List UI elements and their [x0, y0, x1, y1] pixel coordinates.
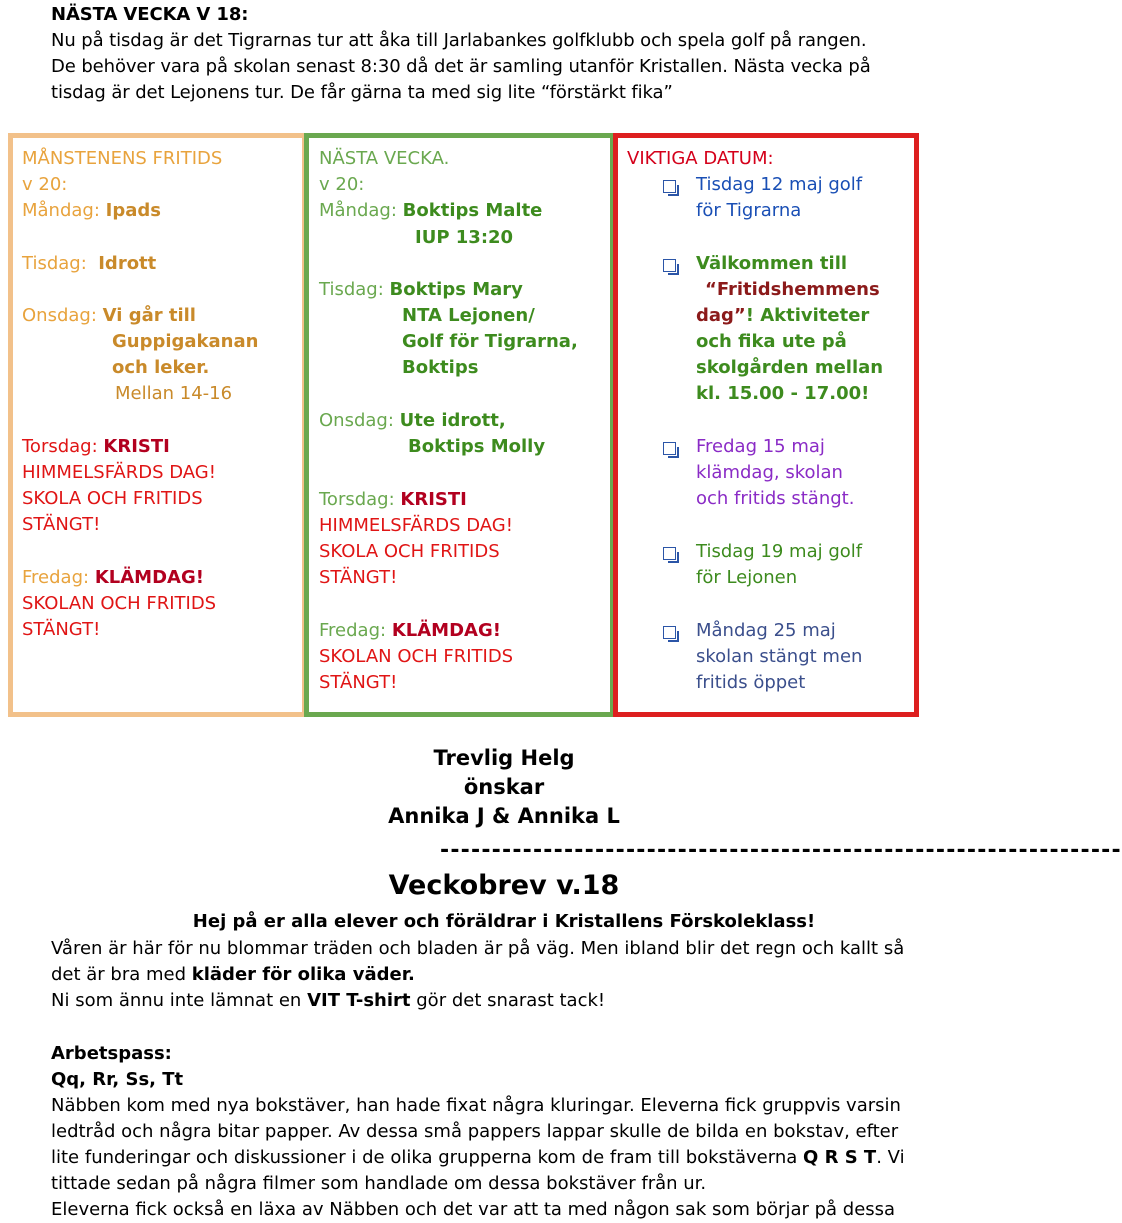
col1-tue-label: Tisdag: [22, 253, 87, 274]
col2-wed-value-2: Boktips Molly [408, 436, 546, 457]
letter-p3-line3c: . Vi [876, 1147, 905, 1168]
col2-fri-value-2: SKOLAN OCH FRITIDS [319, 646, 514, 667]
col1-thu-value-3: SKOLA OCH FRITIDS [22, 488, 203, 509]
col3-item2-line3a: dag” [696, 305, 746, 326]
col3-item2-line2: “Fritidshemmens [705, 279, 880, 300]
letter-p1-line2a: det är bra med [51, 964, 192, 985]
col3-item5-line3: fritids öppet [696, 672, 806, 693]
col3-item2-line3 [696, 303, 869, 329]
col3-item4-line1: Tisdag 19 maj golf [696, 541, 863, 562]
col1-thu-value-1: KRISTI [103, 436, 170, 457]
intro-line-1: Nu på tisdag är det Tigrarnas tur att åka till Jarlabankes golfklubb och spela golf på rangen. [51, 30, 867, 51]
letter-p3-line3 [51, 1145, 905, 1171]
greeting-line-3: Annika J & Annika L [388, 804, 620, 828]
checkbox-icon [663, 259, 676, 272]
col3-item5-line2: skolan stängt men [696, 646, 863, 667]
intro-heading: NÄSTA VECKA V 18: [51, 4, 249, 25]
col2-tue-value-1: Boktips Mary [389, 279, 523, 300]
col1-mon-label: Måndag: [22, 200, 100, 221]
col1-mon-value: Ipads [105, 200, 161, 221]
col1-week: v 20: [22, 174, 68, 195]
intro-line-3: tisdag är det Lejonens tur. De får gärna ta med sig lite “förstärkt fika” [51, 82, 673, 103]
letter-title: Veckobrev v.18 [388, 870, 620, 901]
col1-wednesday [22, 303, 196, 329]
col2-thu-value-4: STÄNGT! [319, 567, 398, 588]
col1-fri-value-1: KLÄMDAG! [94, 567, 204, 588]
greeting-line-1: Trevlig Helg [433, 746, 575, 770]
col2-tue-value-4: Boktips [402, 357, 479, 378]
col2-fri-value-1: KLÄMDAG! [391, 620, 501, 641]
col3-item2-line4: och fika ute på [696, 331, 847, 352]
letter-p2b: VIT T-shirt [307, 990, 411, 1011]
col1-wed-value-3: och leker. [112, 357, 210, 378]
letter-subtitle: Hej på er alla elever och föräldrar i Kristallens Förskoleklass! [192, 911, 816, 932]
col3-item4-line2: för Lejonen [696, 567, 798, 588]
col2-wednesday [319, 408, 506, 434]
letter-p3-line3a: lite funderingar och diskussioner i de olika grupperna kom de fram till bokstäverna [51, 1147, 803, 1168]
letter-p1-line2 [51, 962, 415, 988]
col3-item3-line1: Fredag 15 maj [696, 436, 825, 457]
checkbox-icon [663, 626, 676, 639]
col3-item1-line2: för Tigrarna [696, 200, 802, 221]
col2-tue-value-3: Golf för Tigrarna, [402, 331, 578, 352]
letter-p1-line2b: kläder för olika väder. [191, 964, 415, 985]
letter-p2a: Ni som ännu inte lämnat en [51, 990, 308, 1011]
col3-item2-line3b: ! Aktiviteter [745, 305, 870, 326]
col1-title: MÅNSTENENS FRITIDS [22, 148, 223, 169]
col1-wed-value-1: Vi går till [102, 305, 196, 326]
letter-p2 [51, 988, 605, 1014]
col1-wed-label: Onsdag: [22, 305, 97, 326]
checkbox-icon [663, 180, 676, 193]
col1-thursday [22, 434, 170, 460]
col1-wed-value-4: Mellan 14-16 [115, 383, 233, 404]
letter-p3-line1: Näbben kom med nya bokstäver, han hade fixat några kluringar. Eleverna fick gruppvis varsin [51, 1095, 901, 1116]
letter-p2c: gör det snarast tack! [410, 990, 606, 1011]
col3-item2-line6: kl. 15.00 - 17.00! [696, 383, 870, 404]
col2-tue-label: Tisdag: [319, 279, 384, 300]
col2-thu-value-3: SKOLA OCH FRITIDS [319, 541, 500, 562]
col2-fri-value-3: STÄNGT! [319, 672, 398, 693]
col1-fri-value-2: SKOLAN OCH FRITIDS [22, 593, 217, 614]
col1-friday [22, 565, 204, 591]
col3-item3-line2: klämdag, skolan [696, 462, 843, 483]
greeting-line-2: önskar [463, 775, 545, 799]
col2-fri-label: Fredag: [319, 620, 387, 641]
col3-item1-line1: Tisdag 12 maj golf [696, 174, 863, 195]
col2-mon-label: Måndag: [319, 200, 397, 221]
col3-title: VIKTIGA DATUM: [627, 148, 774, 169]
col2-tue-value-2: NTA Lejonen/ [402, 305, 535, 326]
col2-monday [319, 198, 542, 224]
col2-friday [319, 618, 501, 644]
checkbox-icon [663, 547, 676, 560]
col2-tuesday [319, 277, 523, 303]
work-letters: Qq, Rr, Ss, Tt [51, 1069, 184, 1090]
col3-item3-line3: och fritids stängt. [696, 488, 855, 509]
col2-mon-value-1: Boktips Malte [402, 200, 543, 221]
col2-week: v 20: [319, 174, 365, 195]
col1-fri-label: Fredag: [22, 567, 90, 588]
col2-mon-value-2: IUP 13:20 [415, 227, 514, 248]
col2-title: NÄSTA VECKA. [319, 148, 450, 169]
col3-item5-line1: Måndag 25 maj [696, 620, 836, 641]
checkbox-icon [663, 442, 676, 455]
separator-line: ------------------------------------------------------------------ [440, 838, 1122, 863]
letter-p1-line1: Våren är här för nu blommar träden och bladen är på väg. Men ibland blir det regn och kallt så [51, 938, 905, 959]
col3-item2-line5: skolgården mellan [696, 357, 884, 378]
col1-monday [22, 198, 161, 224]
col1-tuesday [22, 251, 156, 277]
col1-thu-value-4: STÄNGT! [22, 514, 101, 535]
col1-tue-value: Idrott [98, 253, 157, 274]
col1-thu-label: Torsdag: [22, 436, 98, 457]
col2-wed-label: Onsdag: [319, 410, 394, 431]
letter-p3-line3b: Q R S T [803, 1147, 877, 1168]
col2-thu-label: Torsdag: [319, 489, 395, 510]
intro-line-2: De behöver vara på skolan senast 8:30 då det är samling utanför Kristallen. Nästa vecka på [51, 56, 871, 77]
col1-thu-value-2: HIMMELSFÄRDS DAG! [22, 462, 216, 483]
letter-p3-line5: Eleverna fick också en läxa av Näbben och det var att ta med någon sak som börjar på dessa [51, 1199, 896, 1220]
col2-thu-value-1: KRISTI [400, 489, 467, 510]
col2-thursday [319, 487, 467, 513]
letter-p3-line4: tittade sedan på några filmer som handlade om dessa bokstäver från ur. [51, 1173, 707, 1194]
work-heading: Arbetspass: [51, 1043, 172, 1064]
col3-item2-line1: Välkommen till [696, 253, 848, 274]
col1-fri-value-3: STÄNGT! [22, 619, 101, 640]
col2-wed-value-1: Ute idrott, [399, 410, 506, 431]
letter-p3-line2: ledtråd och några bitar papper. Av dessa små pappers lappar skulle de bilda en bokstav, efter [51, 1121, 899, 1142]
col2-thu-value-2: HIMMELSFÄRDS DAG! [319, 515, 513, 536]
col1-wed-value-2: Guppigakanan [112, 331, 259, 352]
